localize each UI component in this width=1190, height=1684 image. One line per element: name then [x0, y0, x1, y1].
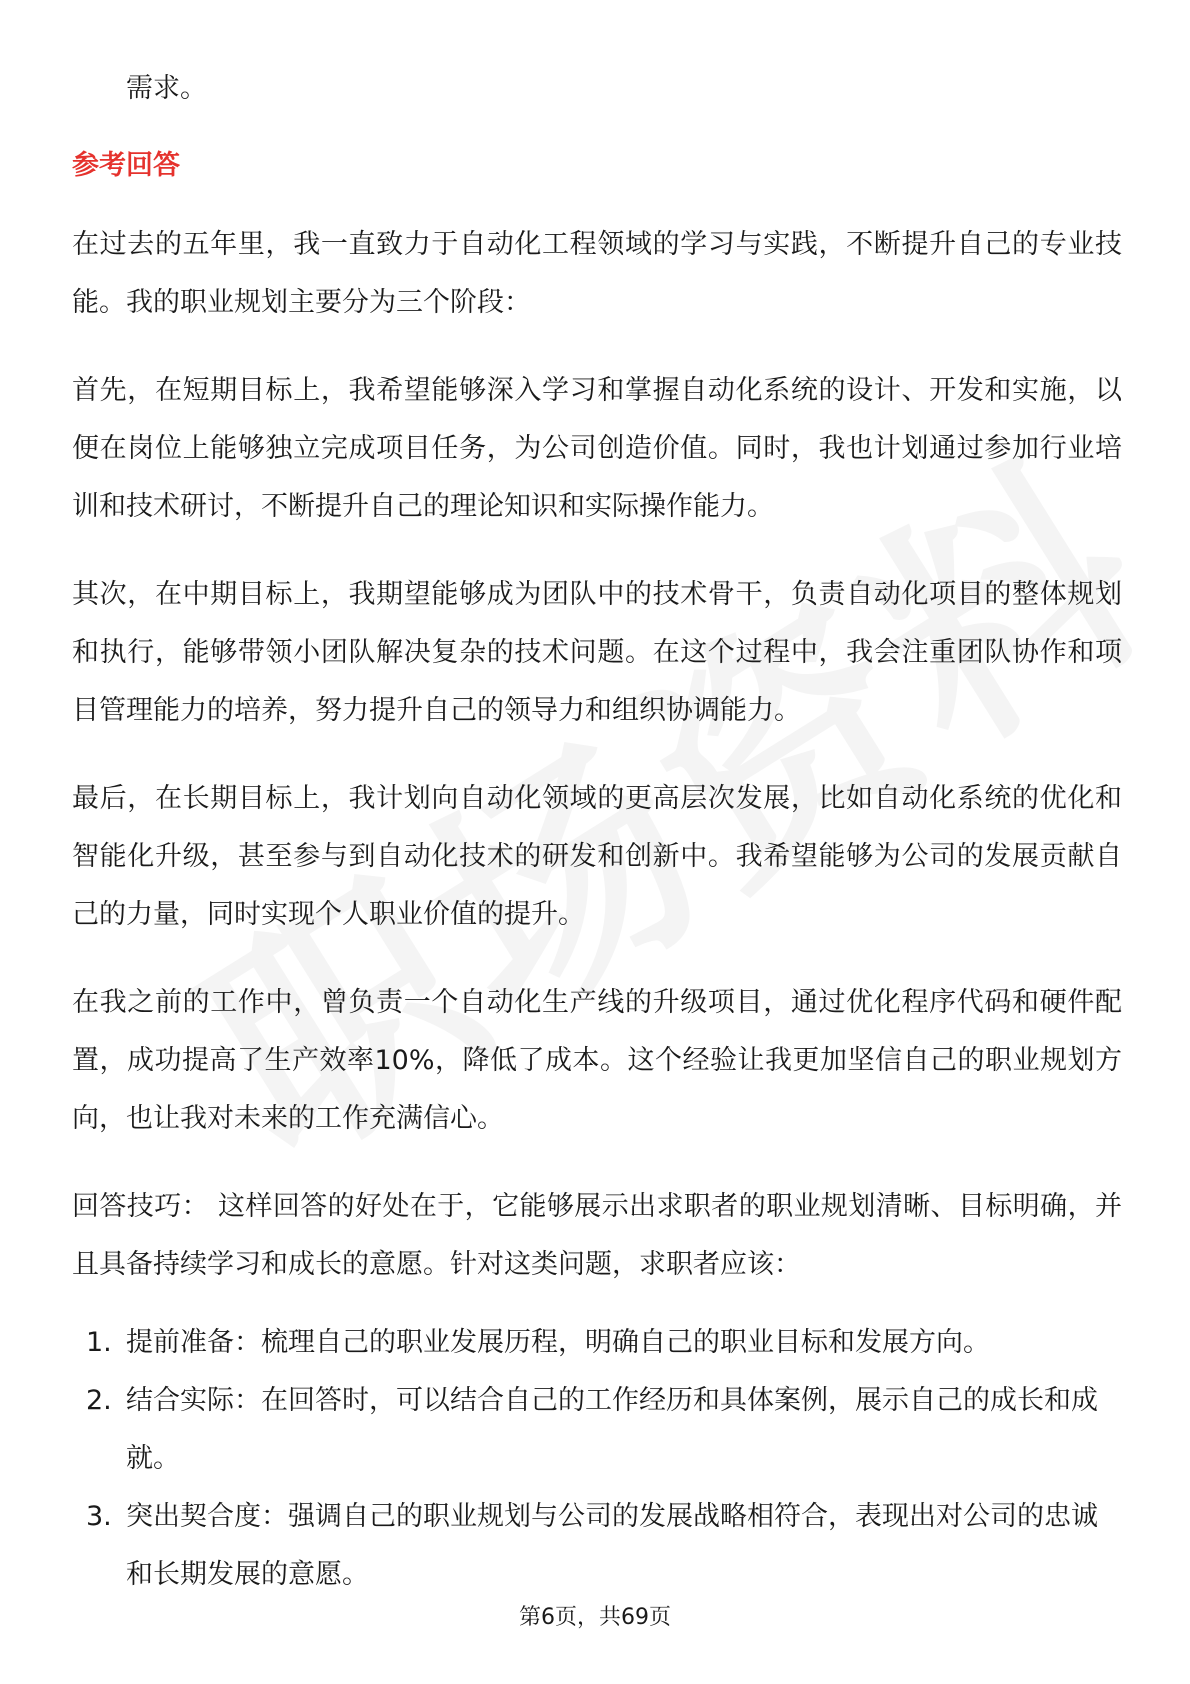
- list-number: 2.: [86, 1385, 112, 1416]
- list-item-text: 结合实际：在回答时，可以结合自己的工作经历和具体案例，展示自己的成长和成就。: [126, 1385, 1098, 1474]
- paragraph-mid-term: 其次，在中期目标上，我期望能够成为团队中的技术骨干，负责自动化项目的整体规划和执行，能够带领小团队解决复杂的技术问题。在这个过程中，我会注重团队协作和项目管理能力的培养，努力提升自己的领导力和组织协调能力。: [72, 579, 1122, 726]
- paragraph-short-term: 首先，在短期目标上，我希望能够深入学习和掌握自动化系统的设计、开发和实施，以便在岗位上能够独立完成项目任务，为公司创造价值。同时，我也计划通过参加行业培训和技术研讨，不断提升自己的理论知识和实际操作能力。: [72, 375, 1122, 522]
- list-item-text: 突出契合度：强调自己的职业规划与公司的发展战略相符合，表现出对公司的忠诚和长期发展的意愿。: [126, 1501, 1098, 1590]
- continuation-text: 需求。: [126, 73, 207, 104]
- paragraph-long-term: 最后，在长期目标上，我计划向自动化领域的更高层次发展，比如自动化系统的优化和智能化升级，甚至参与到自动化技术的研发和创新中。我希望能够为公司的发展贡献自己的力量，同时实现个人职业价值的提升。: [72, 783, 1122, 930]
- paragraph-tips-intro: 回答技巧： 这样回答的好处在于，它能够展示出求职者的职业规划清晰、目标明确，并且具备持续学习和成长的意愿。针对这类问题，求职者应该：: [72, 1191, 1122, 1280]
- section-heading: 参考回答: [72, 150, 180, 181]
- list-item: [72, 1314, 1122, 1372]
- page-number: 第6页，共69页: [519, 1605, 671, 1630]
- list-item: [72, 1372, 1122, 1488]
- list-item: [72, 1488, 1122, 1604]
- list-number: 1.: [86, 1327, 112, 1358]
- paragraph-experience: 在我之前的工作中，曾负责一个自动化生产线的升级项目，通过优化程序代码和硬件配置，成功提高了生产效率10%，降低了成本。这个经验让我更加坚信自己的职业规划方向，也让我对未来的工作充满信心。: [72, 987, 1122, 1134]
- list-item-text: 提前准备：梳理自己的职业发展历程，明确自己的职业目标和发展方向。: [126, 1327, 990, 1358]
- list-number: 3.: [86, 1501, 112, 1532]
- paragraph-intro: 在过去的五年里，我一直致力于自动化工程领域的学习与实践，不断提升自己的专业技能。我的职业规划主要分为三个阶段：: [72, 229, 1122, 318]
- page-content: [72, 60, 1122, 1604]
- tips-list: [72, 1314, 1122, 1604]
